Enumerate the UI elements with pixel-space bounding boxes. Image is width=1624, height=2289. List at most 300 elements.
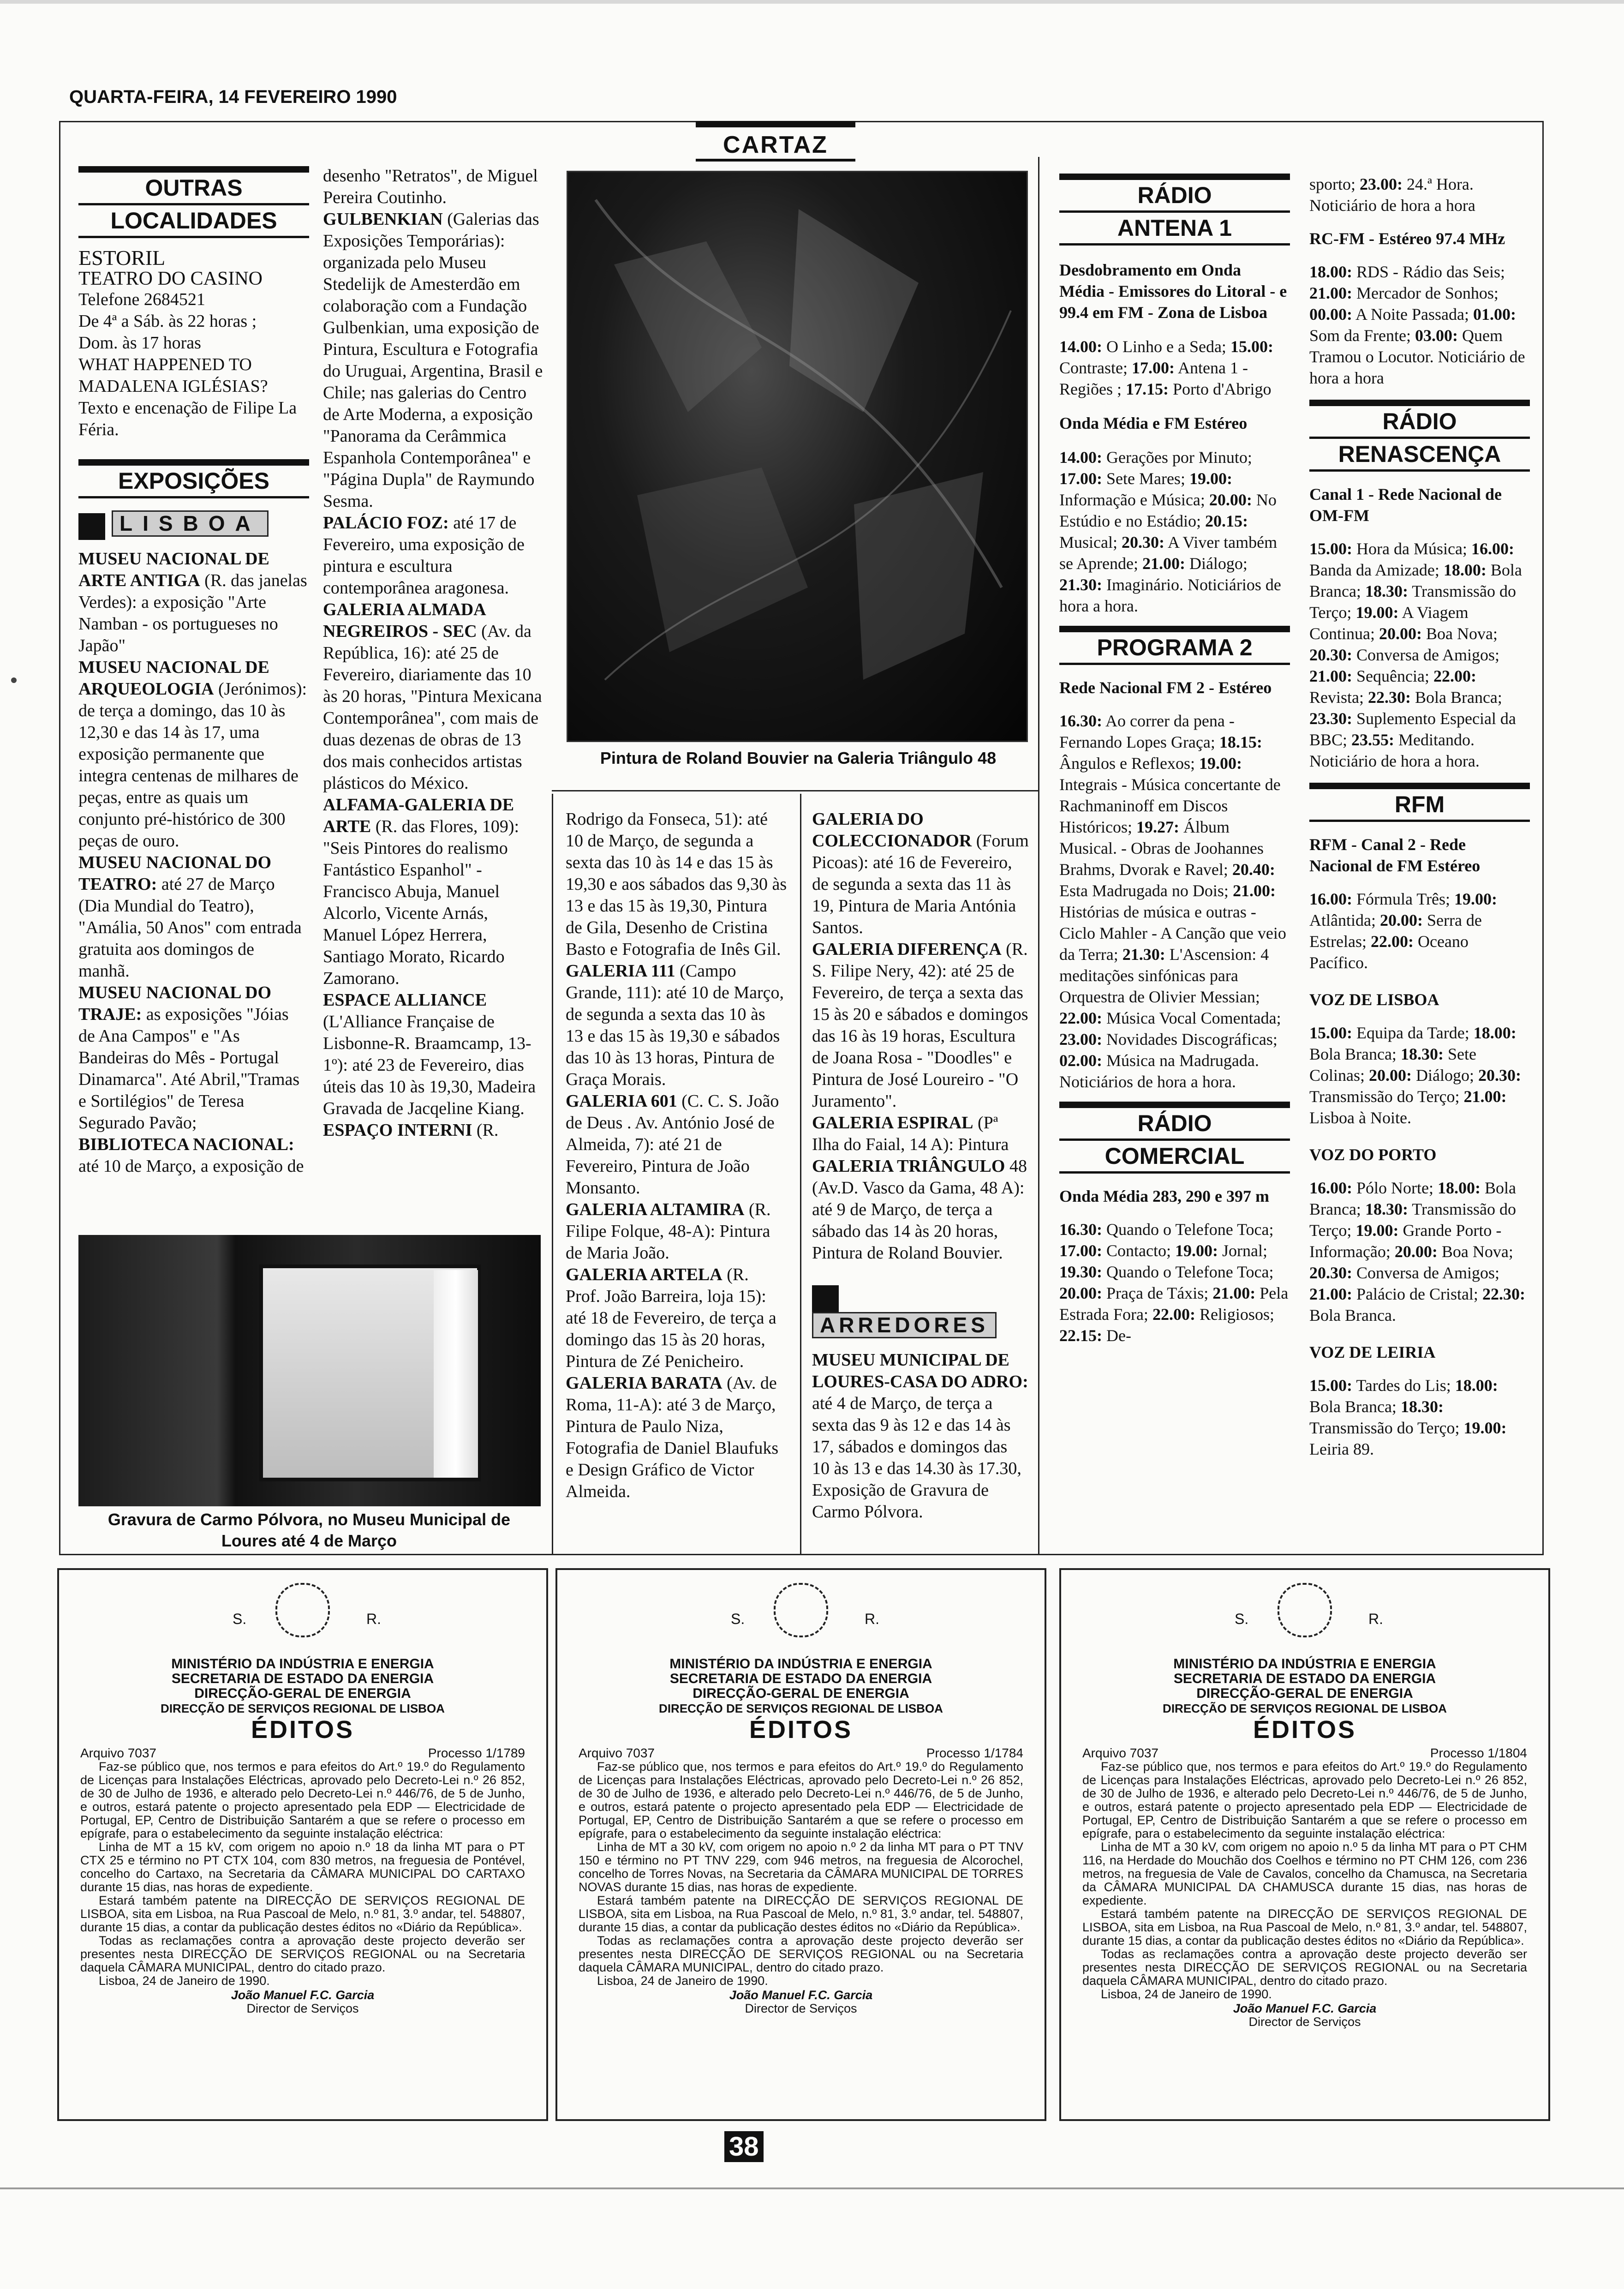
exhibition-entry: [323, 1120, 544, 1141]
schedule-program: Religiosos;: [1195, 1305, 1274, 1324]
ad-signatory-role: Director de Serviços: [1248, 2015, 1361, 2029]
ad-paragraph: Faz-se público que, nos termos e para efeitos do Art.º 19.º do Regulamento de Licenças para Instalações Eléctricas, aprovado pelo Decreto-Lei n.º 26 852, de 30 de Julho de 1936, e alterado pelo Decreto-Lei n.º 446/76, de 5 de Junho, e outros, estará patente o projecto apresentado pela EDP — Electricidade de Portugal, EP, Centro de Distribuição Santarém a que se refere o processo em epígrafe, para o estabelecimento da seguinte instalação eléctrica:: [80, 1760, 525, 1840]
exhibition-entry-details: (R. Filipe Folque, 48-A): Pintura de Maria João.: [566, 1200, 771, 1263]
top-edge: [0, 0, 1624, 4]
exhibition-entry-details: (Av. da República, 16): até 25 de Fevereiro, diariamente das 10 às 20 horas, "Pintura Mexicana Contemporânea", com mais de duas dezenas de obras de 13 dos mais conhecidos artistas plásticos do México.: [323, 622, 542, 793]
schedule-program: Bola Branca;: [1309, 561, 1522, 600]
vozporto-title: VOZ DO PORTO: [1309, 1145, 1437, 1164]
exhibition-entry-venue: GALERIA ESPIRAL: [812, 1113, 973, 1133]
exhibition-entry: [78, 1134, 309, 1177]
exhibition-entry: [812, 939, 1029, 1112]
schedule-time: 18.00:: [1438, 1179, 1481, 1197]
schedule-time: 21.00:: [1463, 1087, 1507, 1106]
schedule-time: 19.00:: [1355, 603, 1399, 622]
ad-title: ÉDITOS: [749, 1716, 853, 1744]
schedule-time: 20.00:: [1369, 1066, 1412, 1085]
ad-paragraph: Linha de MT a 30 kV, com origem no apoio n.º 2 da linha MT para o PT TNV 150 e término no PT TNV 229, com 946 metros, na freguesia de Alcorochel, concelho de Torres Novas, na Secretaria da CÂMARA MUNICIPAL DE TORRES NOVAS durante 15 dias, nas horas de expediente.: [579, 1840, 1023, 1894]
painting-caption: Pintura de Roland Bouvier na Galeria Triângulo 48: [600, 749, 997, 767]
row-rule: [552, 790, 1039, 791]
exhibition-entry: [812, 1349, 1029, 1523]
rfm-title: RFM: [1394, 791, 1445, 817]
antena1-schedule-1: [1059, 336, 1290, 400]
coat-of-arms-icon: [275, 1583, 330, 1637]
heading-bar: [1309, 400, 1530, 406]
schedule-time: 21.00:: [1309, 1285, 1352, 1303]
exhibition-entry: [566, 960, 787, 1091]
exhibition-entry-venue: GALERIA 601: [566, 1091, 677, 1111]
schedule-program: Histórias de música e outras - Ciclo Mahler - A Canção que veio da Terra;: [1059, 903, 1286, 964]
ad-paragraph: Faz-se público que, nos termos e para efeitos do Art.º 19.º do Regulamento de Licenças para Instalações Eléctricas, aprovado pelo Decreto-Lei n.º 26 852, de 30 de Julho de 1936, e alterado pelo Decreto-Lei n.º 446/76, de 5 de Junho, e outros, estará patente o projecto apresentado pela EDP — Electricidade de Portugal, EP, Centro de Distribuição Santarém a que se refere o processo em epígrafe, para o estabelecimento da seguinte instalação eléctrica:: [579, 1760, 1023, 1840]
schedule-time: 01.00:: [1473, 305, 1516, 324]
ad-processo: Processo 1/1804: [1430, 1746, 1527, 1760]
schedule-program: Transmissão do Terço;: [1309, 1087, 1464, 1106]
exhibition-entry: [78, 657, 309, 852]
schedule-time: 18.30:: [1400, 1397, 1444, 1416]
schedule-program: Bola Branca;: [1309, 1179, 1516, 1218]
schedule-time: 19.27:: [1136, 818, 1179, 836]
exhibition-entry-venue: GALERIA ALMADA NEGREIROS - SEC: [323, 600, 485, 641]
exhibition-entry-venue: PALÁCIO FOZ:: [323, 513, 449, 533]
schedule-program: L'Ascension: 4 meditações sinfónicas para Orquestra de Olivier Messian;: [1059, 945, 1269, 1006]
schedule-program: Ao correr da pena - Fernando Lopes Graça;: [1059, 712, 1235, 751]
schedule-time: 16.00:: [1471, 539, 1514, 558]
schedule-program: Musical;: [1059, 533, 1122, 551]
schedule-program: Bola Branca;: [1309, 1397, 1401, 1416]
schedule-program: Transmissão do Terço;: [1309, 1419, 1464, 1437]
ad-s-letter: S.: [1235, 1611, 1249, 1627]
exhibition-entry-details: (R. S. Filipe Nery, 42): até 25 de Fevereiro, de terça a sexta das 15 às 20 e sábados e domingos das 16 às 19 horas, Escultura de Joana Rosa - "Doodles" e Pintura de José Loureiro - "O Juramento".: [812, 940, 1028, 1111]
schedule-program: Oceano Pacífico.: [1309, 932, 1469, 972]
lisboa-tag: LISBOA: [112, 510, 269, 537]
exhibition-entry-details: (Galerias das Exposições Temporárias): organizada pelo Museu Stedelijk de Amesterdão em colaboração com a Fundação Gulbenkian, uma exposição de Pintura, Escultura e Fotografia do Uruguai, Argentina, Brasil e Chile; nas galerias do Centro de Arte Moderna, a exposição "Panorama da Cerâmmica Espanhola Contemporânea" e "Página Dupla" de Raymundo Sesma.: [323, 210, 543, 511]
schedule-program: Bola Branca.: [1309, 1306, 1396, 1324]
schedule-time: 21.00:: [1309, 667, 1352, 685]
editos-ad-1: [57, 1568, 548, 2121]
schedule-time: 21.00:: [1142, 554, 1185, 573]
bottom-rule: [0, 2187, 1624, 2189]
schedule-time: 23.55:: [1351, 731, 1395, 749]
exhibition-entry-details: (R. Prof. João Barreira, loja 15): até 18 de Fevereiro, de terça a domingo das 15 às 20 horas, Pintura de Zé Penicheiro.: [566, 1265, 776, 1371]
ad-ministry-line: DIRECÇÃO DE SERVIÇOS REGIONAL DE LISBOA: [659, 1702, 943, 1715]
heading-rule: [1059, 663, 1290, 665]
ad-ministry-line: DIRECÇÃO-GERAL DE ENERGIA: [693, 1686, 909, 1701]
exhibition-entry: [812, 809, 1029, 939]
exhibition-entry: [566, 1264, 787, 1372]
arredores-list: [812, 1349, 1029, 1523]
schedule-time: 23.00:: [1360, 175, 1403, 193]
ad-date: Lisboa, 24 de Janeiro de 1990.: [99, 1974, 270, 1988]
programa2-schedule: [1059, 710, 1290, 1092]
schedule-time: 18.30:: [1400, 1045, 1444, 1063]
schedule-time: 18.00:: [1309, 263, 1352, 281]
exhibition-entry: [566, 1199, 787, 1264]
exhibition-entry-details: 48 (Av.D. Vasco da Gama, 48 A): até 9 de Março, de terça a sábado das 14 às 20 horas, Pintura de Roland Bouvier.: [812, 1156, 1027, 1263]
ad-paragraph: Faz-se público que, nos termos e para efeitos do Art.º 19.º do Regulamento de Licenças para Instalações Eléctricas, aprovado pelo Decreto-Lei n.º 26 852, de 30 de Julho de 1936, e alterado pelo Decreto-Lei n.º 446/76, de 5 de Junho, e outros, estará patente o projecto apresentado pela EDP — Electricidade de Portugal, EP, Centro de Distribuição Santarém a que se refere o processo em epígrafe, para o estabelecimento da seguinte instalação eléctrica:: [1082, 1760, 1527, 1840]
comercial-schedule: [1059, 1219, 1290, 1346]
schedule-time: 21.30:: [1059, 575, 1102, 594]
exhibition-entry-details: (C. C. S. João de Deus . Av. António José de Almeida, 7): até 21 de Fevereiro, Pintura de João Monsanto.: [566, 1091, 779, 1198]
schedule-program: Palácio de Cristal;: [1352, 1285, 1482, 1303]
schedule-time: 19.00:: [1199, 754, 1242, 773]
section-title: CARTAZ: [723, 132, 828, 158]
schedule-program: Ângulos e Reflexos;: [1059, 754, 1199, 773]
ad-date: Lisboa, 24 de Janeiro de 1990.: [597, 1974, 768, 1988]
exposicoes-col3: [566, 809, 787, 1503]
schedule-time: 17.15:: [1125, 380, 1169, 398]
ad-processo: Processo 1/1784: [926, 1746, 1023, 1760]
lisboa-tag-row: [78, 510, 309, 540]
schedule-program: Hora da Música;: [1352, 539, 1471, 558]
antena1-sub: Onda Média e FM Estéreo: [1059, 414, 1248, 432]
schedule-time: 20.00:: [1209, 491, 1252, 509]
ad-s-letter: S.: [731, 1611, 745, 1627]
schedule-time: 23.00:: [1059, 1030, 1102, 1049]
schedule-time: 15.00:: [1309, 539, 1352, 558]
exhibition-entry-details: desenho "Retratos", de Miguel Pereira Coutinho.: [323, 166, 538, 207]
ad-paragraph: Todas as reclamações contra a aprovação deste projecto deverão ser presentes nesta DIRECÇÃO DE SERVIÇOS REGIONAL ou na Secretaria daquela CÂMARA MUNICIPAL, dentro do citado prazo.: [579, 1934, 1023, 1974]
schedule-program: Imaginário. Noticiários de hora a hora.: [1059, 575, 1281, 615]
schedule-program: Atlântida;: [1309, 911, 1380, 929]
ad-ministry: [80, 1657, 525, 1716]
rfm-schedule: [1309, 888, 1530, 973]
exhibition-entry-venue: GALERIA ARTELA: [566, 1265, 722, 1284]
exhibition-entry-venue: BIBLIOTECA NACIONAL:: [78, 1135, 294, 1155]
exhibition-entry-venue: GALERIA ALTAMIRA: [566, 1200, 745, 1219]
schedule-time: 18.00:: [1473, 1024, 1517, 1042]
renascenca-sub: Canal 1 - Rede Nacional de OM-FM: [1309, 485, 1502, 525]
column-rule: [800, 794, 801, 1555]
exhibition-entry: [812, 1156, 1029, 1264]
schedule-time: 18.15:: [1219, 733, 1262, 751]
schedule-program: Quando o Telefone Toca;: [1102, 1220, 1274, 1239]
ad-signature: João Manuel F.C. Garcia: [1233, 2001, 1377, 2015]
ad-r-letter: R.: [865, 1611, 879, 1627]
schedule-time: 16.00:: [1309, 890, 1352, 908]
ad-ministry-line: SECRETARIA DE ESTADO DA ENERGIA: [171, 1671, 434, 1686]
schedule-program: Diálogo;: [1185, 554, 1248, 573]
heading-rule: [78, 236, 309, 238]
outras-line: De 4ª a Sáb. às 22 horas ;: [78, 312, 257, 331]
schedule-program: Novidades Discográficas;: [1102, 1030, 1278, 1049]
ad-file-row: [80, 1746, 525, 1760]
column-4: [812, 809, 1029, 1523]
schedule-time: 19.30:: [1059, 1263, 1102, 1281]
schedule-time: 22.30:: [1367, 688, 1411, 707]
exhibition-entry: [812, 1112, 1029, 1156]
page-number: 38: [724, 2131, 764, 2162]
antena1-title-2: ANTENA 1: [1117, 215, 1232, 241]
ad-ministry: [1082, 1657, 1527, 1716]
ad-ministry-line: MINISTÉRIO DA INDÚSTRIA E ENERGIA: [669, 1656, 932, 1672]
schedule-program: Meditando. Noticiário de hora a hora.: [1309, 731, 1480, 770]
column-3: [566, 809, 787, 1503]
schedule-time: 18.00:: [1455, 1376, 1498, 1395]
schedule-program: 24.ª Hora. Noticiário de hora a hora: [1309, 175, 1475, 215]
heading-bar: [78, 166, 309, 173]
vozporto-schedule: [1309, 1177, 1530, 1326]
rcfm-schedule: [1309, 261, 1530, 389]
section-bar: [696, 121, 855, 127]
exhibition-entry-venue: MUSEU NACIONAL DE ARTE ANTIGA: [78, 549, 269, 591]
dateline: QUARTA-FEIRA, 14 FEVEREIRO 1990: [69, 87, 397, 107]
schedule-time: 21.00:: [1212, 1284, 1256, 1302]
ad-paragraph: Estará também patente na DIRECÇÃO DE SERVIÇOS REGIONAL DE LISBOA, sita em Lisboa, na Rua Pascoal de Melo, n.º 81, 3.º andar, tel. 548807, durante 15 dias, a contar da publicação destes éditos no «Diário da República».: [1082, 1907, 1527, 1947]
exhibition-entry: [566, 1091, 787, 1199]
exhibition-entry: [323, 794, 544, 989]
exhibition-entry-details: (R. das Flores, 109): "Seis Pintores do realismo Fantástico Espanhol" - Francisco Abuja, Manuel Alcorlo, Vicente Arnás, Manuel López Herrera, Santiago Morato, Ricardo Zamorano.: [323, 817, 519, 988]
exhibition-entry-venue: MUSEU NACIONAL DO TRAJE:: [78, 983, 272, 1025]
programa2-sub: Rede Nacional FM 2 - Estéreo: [1059, 678, 1272, 697]
exhibition-entry-venue: GALERIA 111: [566, 961, 675, 981]
heading-bar: [1059, 626, 1290, 632]
schedule-time: 20.30:: [1121, 533, 1164, 551]
ad-arquivo: Arquivo 7037: [80, 1746, 157, 1760]
ad-signature: João Manuel F.C. Garcia: [231, 1988, 375, 2002]
ad-date: Lisboa, 24 de Janeiro de 1990.: [1101, 1987, 1272, 2001]
schedule-time: 23.30:: [1309, 709, 1352, 728]
column-rule: [1038, 157, 1039, 1555]
outras-title-1: OUTRAS: [145, 175, 243, 201]
tag-square: [812, 1285, 839, 1312]
exhibition-entry: [323, 512, 544, 599]
exhibition-entry-details: as exposições "Jóias de Ana Campos" e "As Bandeiras do Mês - Portugal Dinamarca". Até Abril,"Tramas e Sortilégios" de Teresa Segurado Pavão;: [78, 1005, 300, 1133]
exhibition-entry-venue: ESPAÇO INTERNI: [323, 1121, 472, 1140]
exposicoes-title: EXPOSIÇÕES: [118, 468, 269, 494]
schedule-time: 19.00:: [1454, 890, 1498, 908]
column-6: [1309, 174, 1530, 1460]
schedule-time: 21.00:: [1309, 284, 1352, 302]
exhibition-entry: [566, 809, 787, 960]
ad-paragraph: Todas as reclamações contra a aprovação deste projecto deverão ser presentes nesta DIRECÇÃO DE SERVIÇOS REGIONAL ou na Secretaria daquela CÂMARA MUNICIPAL, dentro do citado prazo.: [1082, 1947, 1527, 1988]
schedule-program: Conversa de Amigos;: [1352, 1264, 1499, 1282]
schedule-program: Álbum Musical. - Obras de Joohannes Brahms, Dvorak e Ravel;: [1059, 818, 1264, 879]
schedule-time: 14.00:: [1059, 337, 1102, 356]
exhibition-entry: [323, 599, 544, 794]
schedule-time: 22.00:: [1059, 1009, 1102, 1027]
schedule-program: Jornal;: [1218, 1241, 1267, 1260]
exhibition-entry-details: até 27 de Março (Dia Mundial do Teatro), "Amália, 50 Anos" com entrada gratuita aos domingos de manhã.: [78, 875, 302, 981]
comercial-sub: Onda Média 283, 290 e 397 m: [1059, 1187, 1269, 1205]
schedule-time: 22.00:: [1152, 1305, 1195, 1324]
outras-play: WHAT HAPPENED TO MADALENA IGLÉSIAS?: [78, 355, 268, 396]
heading-rule: [1309, 469, 1530, 472]
exhibition-entry-details: (Pª Ilha do Faial, 14 A): Pintura: [812, 1113, 1009, 1154]
rfm-sub: RFM - Canal 2 - Rede Nacional de FM Estéreo: [1309, 835, 1481, 875]
editos-ad-3: [1059, 1568, 1550, 2121]
exhibition-entry-details: (Forum Picoas): até 16 de Fevereiro, de segunda a sexta das 11 às 19, Pintura de Maria Antónia Santos.: [812, 831, 1029, 937]
schedule-program: Antena 1 - Regiões ;: [1059, 359, 1248, 398]
schedule-program: RDS - Rádio das Seis;: [1352, 263, 1505, 281]
exhibition-entry-details: (Av. de Roma, 11-A): até 3 de Março, Pintura de Paulo Niza, Fotografia de Daniel Blaufuks e Design Gráfico de Victor Almeida.: [566, 1373, 779, 1501]
schedule-time: 15.00:: [1309, 1024, 1352, 1042]
exhibition-entry-venue: MUSEU NACIONAL DO TEATRO:: [78, 853, 272, 894]
editos-ad-2: [555, 1568, 1046, 2121]
schedule-program: Quem Tramou o Locutor. Noticiário de hora a hora: [1309, 326, 1525, 387]
schedule-program: Bola Branca;: [1410, 688, 1502, 707]
schedule-time: 18.30:: [1365, 1200, 1408, 1218]
ad-paragraph: Estará também patente na DIRECÇÃO DE SERVIÇOS REGIONAL DE LISBOA, sita em Lisboa, na Rua Pascoal de Melo, n.º 81, 3.º andar, tel. 548807, durante 15 dias, a contar da publicação destes éditos no «Diário da República».: [80, 1894, 525, 1934]
schedule-time: 16.00:: [1309, 1179, 1352, 1197]
ad-file-row: [1082, 1746, 1527, 1760]
heading-bar: [1059, 174, 1290, 180]
schedule-program: Contraste;: [1059, 359, 1132, 377]
schedule-program: Conversa de Amigos;: [1352, 646, 1499, 664]
arredores-tag: ARREDORES: [812, 1312, 997, 1338]
vozlisboa-schedule: [1309, 1022, 1530, 1128]
schedule-time: 03.00:: [1415, 326, 1458, 345]
column-1: [78, 166, 309, 1177]
ad-paragraph: Linha de MT a 15 kV, com origem no apoio n.º 18 da linha MT para o PT CTX 25 e término no PT CTX 104, com 830 metros, na freguesia de Pontével, concelho do Cartaxo, na Secretaria da CÂMARA MUNICIPAL DO CARTAXO durante 15 dias, nas horas de expediente.: [80, 1840, 525, 1894]
schedule-program: Revista;: [1309, 688, 1368, 707]
exhibition-entry: [323, 209, 544, 512]
antena1-schedule-2: [1059, 447, 1290, 617]
schedule-time: 18.00:: [1443, 561, 1487, 579]
arredores-tag-row: [812, 1285, 1029, 1338]
schedule-time: 21.00:: [1232, 881, 1276, 900]
schedule-program: Pólo Norte;: [1352, 1179, 1438, 1197]
exhibition-entry-details: (L'Alliance Française de Lisbonne-R. Braamcamp, 13-1º): até 23 de Fevereiro, dias úteis das 10 às 19,30, Madeira Gravada de Jacqeline Kiang.: [323, 1012, 536, 1118]
schedule-program: No Estúdio e no Estádio;: [1059, 491, 1277, 530]
exposicoes-col4: [812, 809, 1029, 1264]
exhibition-entry-venue: ESPACE ALLIANCE: [323, 990, 487, 1010]
programa2-title: PROGRAMA 2: [1097, 635, 1253, 660]
renascenca-title-2: RENASCENÇA: [1338, 441, 1501, 467]
schedule-time: 18.30:: [1365, 582, 1408, 600]
schedule-time: 15.00:: [1309, 1376, 1352, 1395]
coat-of-arms-icon: [774, 1583, 828, 1637]
ad-ministry: [579, 1657, 1023, 1716]
schedule-time: 20.30:: [1309, 646, 1352, 664]
vozlisboa-title: VOZ DE LISBOA: [1309, 990, 1439, 1009]
ad-ministry-line: SECRETARIA DE ESTADO DA ENERGIA: [669, 1671, 932, 1686]
outras-city: ESTORIL: [78, 246, 166, 270]
schedule-time: 16.30:: [1059, 1220, 1102, 1239]
schedule-program: Porto d'Abrigo: [1168, 380, 1272, 398]
ad-title: ÉDITOS: [251, 1716, 355, 1744]
exhibition-entry-details: (R.: [472, 1121, 499, 1140]
ad-r-letter: R.: [366, 1611, 381, 1627]
exhibition-entry-details: até 17 de Fevereiro, uma exposição de pintura e escultura contemporânea aragonesa.: [323, 513, 525, 598]
schedule-time: 20.00:: [1394, 1242, 1438, 1261]
exhibition-entry: [78, 852, 309, 982]
ad-arquivo: Arquivo 7037: [579, 1746, 655, 1760]
ad-paragraph: Todas as reclamações contra a aprovação deste projecto deverão ser presentes nesta DIRECÇÃO DE SERVIÇOS REGIONAL ou na Secretaria daquela CÂMARA MUNICIPAL, dentro do citado prazo.: [80, 1934, 525, 1974]
exhibition-entry-venue: GALERIA TRIÂNGULO: [812, 1156, 1005, 1176]
schedule-program: Boa Nova;: [1437, 1242, 1513, 1261]
schedule-time: 15.00:: [1230, 337, 1273, 356]
schedule-time: 17.00:: [1059, 469, 1102, 488]
schedule-time: 20.30:: [1478, 1066, 1521, 1085]
comercial-title-2: COMERCIAL: [1105, 1143, 1245, 1169]
schedule-program: Fórmula Três;: [1352, 890, 1455, 908]
outras-line: Dom. às 17 horas: [78, 333, 201, 353]
schedule-program: Quando o Telefone Toca;: [1102, 1263, 1274, 1281]
exhibition-entry: [78, 982, 309, 1134]
ad-ministry-line: MINISTÉRIO DA INDÚSTRIA E ENERGIA: [1173, 1656, 1436, 1672]
schedule-time: 20.15:: [1205, 512, 1248, 530]
schedule-time: 22.00:: [1433, 667, 1476, 685]
schedule-time: 00.00:: [1309, 305, 1352, 324]
outras-line: Telefone 2684521: [78, 290, 205, 309]
exhibition-entry-venue: GALERIA DO COLECCIONADOR: [812, 809, 972, 851]
schedule-program: Banda da Amizade;: [1309, 561, 1444, 579]
painting-texture: [568, 172, 1027, 741]
ad-ministry-line: DIRECÇÃO-GERAL DE ENERGIA: [1196, 1686, 1413, 1701]
schedule-program: Lisboa à Noite.: [1309, 1109, 1411, 1127]
comercial-continued: [1309, 174, 1530, 216]
schedule-time: 20.00:: [1379, 911, 1423, 929]
section-rule: [696, 159, 855, 162]
ad-ministry-line: SECRETARIA DE ESTADO DA ENERGIA: [1173, 1671, 1436, 1686]
painting-image: [567, 171, 1028, 742]
schedule-program: Integrais - Música concertante de Rachmaninoff em Discos Históricos;: [1059, 775, 1281, 836]
schedule-program: Grande Porto - Informação;: [1309, 1221, 1502, 1261]
ad-r-letter: R.: [1368, 1611, 1383, 1627]
ad-arquivo: Arquivo 7037: [1082, 1746, 1159, 1760]
schedule-time: 20.30:: [1309, 1264, 1352, 1282]
schedule-program: Contacto;: [1102, 1241, 1175, 1260]
schedule-program: Transmissão do Terço;: [1309, 582, 1516, 622]
column-2: [323, 165, 544, 1141]
schedule-program: De-: [1102, 1326, 1131, 1345]
schedule-program: Sete Colinas;: [1309, 1045, 1476, 1085]
vozleiria-schedule: [1309, 1375, 1530, 1460]
outras-credit: Texto e encenação de Filipe La Féria.: [78, 398, 297, 439]
exhibition-entry: [323, 989, 544, 1120]
schedule-program: Mercador de Sonhos;: [1352, 284, 1499, 302]
schedule-program: Informação e Música;: [1059, 491, 1209, 509]
schedule-program: Gerações por Minuto;: [1102, 448, 1252, 467]
ad-s-letter: S.: [233, 1611, 247, 1627]
column-5: [1059, 174, 1290, 1346]
schedule-program: O Linho e a Seda;: [1102, 337, 1230, 356]
ad-title: ÉDITOS: [1253, 1716, 1357, 1744]
schedule-program: Serra de Estrelas;: [1309, 911, 1482, 951]
schedule-time: 22.15:: [1059, 1326, 1102, 1345]
heading-rule: [1059, 243, 1290, 246]
ad-processo: Processo 1/1789: [428, 1746, 525, 1760]
exhibition-entry-details: até 10 de Março, a exposição de: [78, 1156, 304, 1176]
schedule-time: 19.00:: [1355, 1221, 1399, 1240]
schedule-program: Som da Frente;: [1309, 326, 1415, 345]
exhibition-entry-details: (Jerónimos): de terça a domingo, das 10 às 12,30 e das 14 às 17, uma exposição permanente que integra centenas de milhares de peças, entre as quais um conjunto pré-histórico de 300 peças de ouro.: [78, 679, 307, 851]
schedule-program: A Viver também se Aprende;: [1059, 533, 1278, 573]
exhibition-entry-details: (Campo Grande, 111): até 10 de Março, de segunda a sexta das 10 às 13 e das 15 às 19,30 e sábados das 10 às 13 horas, Pintura de Graça Morais.: [566, 961, 784, 1089]
schedule-program: Música na Madrugada. Noticiários de hora a hora.: [1059, 1051, 1259, 1091]
exhibition-entry-details: (R. das janelas Verdes): a exposição "Arte Namban - os portugueses no Japão": [78, 571, 307, 656]
coat-of-arms-icon: [1278, 1583, 1332, 1637]
schedule-program: A Noite Passada;: [1352, 305, 1473, 324]
exposicoes-col1: [78, 548, 309, 1177]
schedule-time: 19.00:: [1175, 1241, 1218, 1260]
schedule-program: Boa Nova;: [1422, 624, 1498, 643]
schedule-program: Sete Mares;: [1102, 469, 1189, 488]
schedule-time: 20.00:: [1059, 1284, 1102, 1302]
heading-bar: [1309, 783, 1530, 789]
ad-signatory-role: Director de Serviços: [246, 2001, 359, 2015]
heading-rule: [1059, 1171, 1290, 1174]
antena1-intro: Desdobramento em Onda Média - Emissores do Litoral - e 99.4 em FM - Zona de Lisboa: [1059, 261, 1287, 322]
schedule-time: 16.30:: [1059, 712, 1102, 730]
exhibition-entry: [323, 165, 544, 209]
heading-rule: [1309, 820, 1530, 822]
exhibition-entry-venue: GALERIA DIFERENÇA: [812, 940, 1002, 959]
outras-venue: TEATRO DO CASINO: [78, 268, 263, 289]
ad-emblem-row: [80, 1583, 525, 1638]
antena1-title-1: RÁDIO: [1137, 182, 1212, 208]
schedule-program: A Viagem Continua;: [1309, 603, 1469, 643]
ad-file-row: [579, 1746, 1023, 1760]
